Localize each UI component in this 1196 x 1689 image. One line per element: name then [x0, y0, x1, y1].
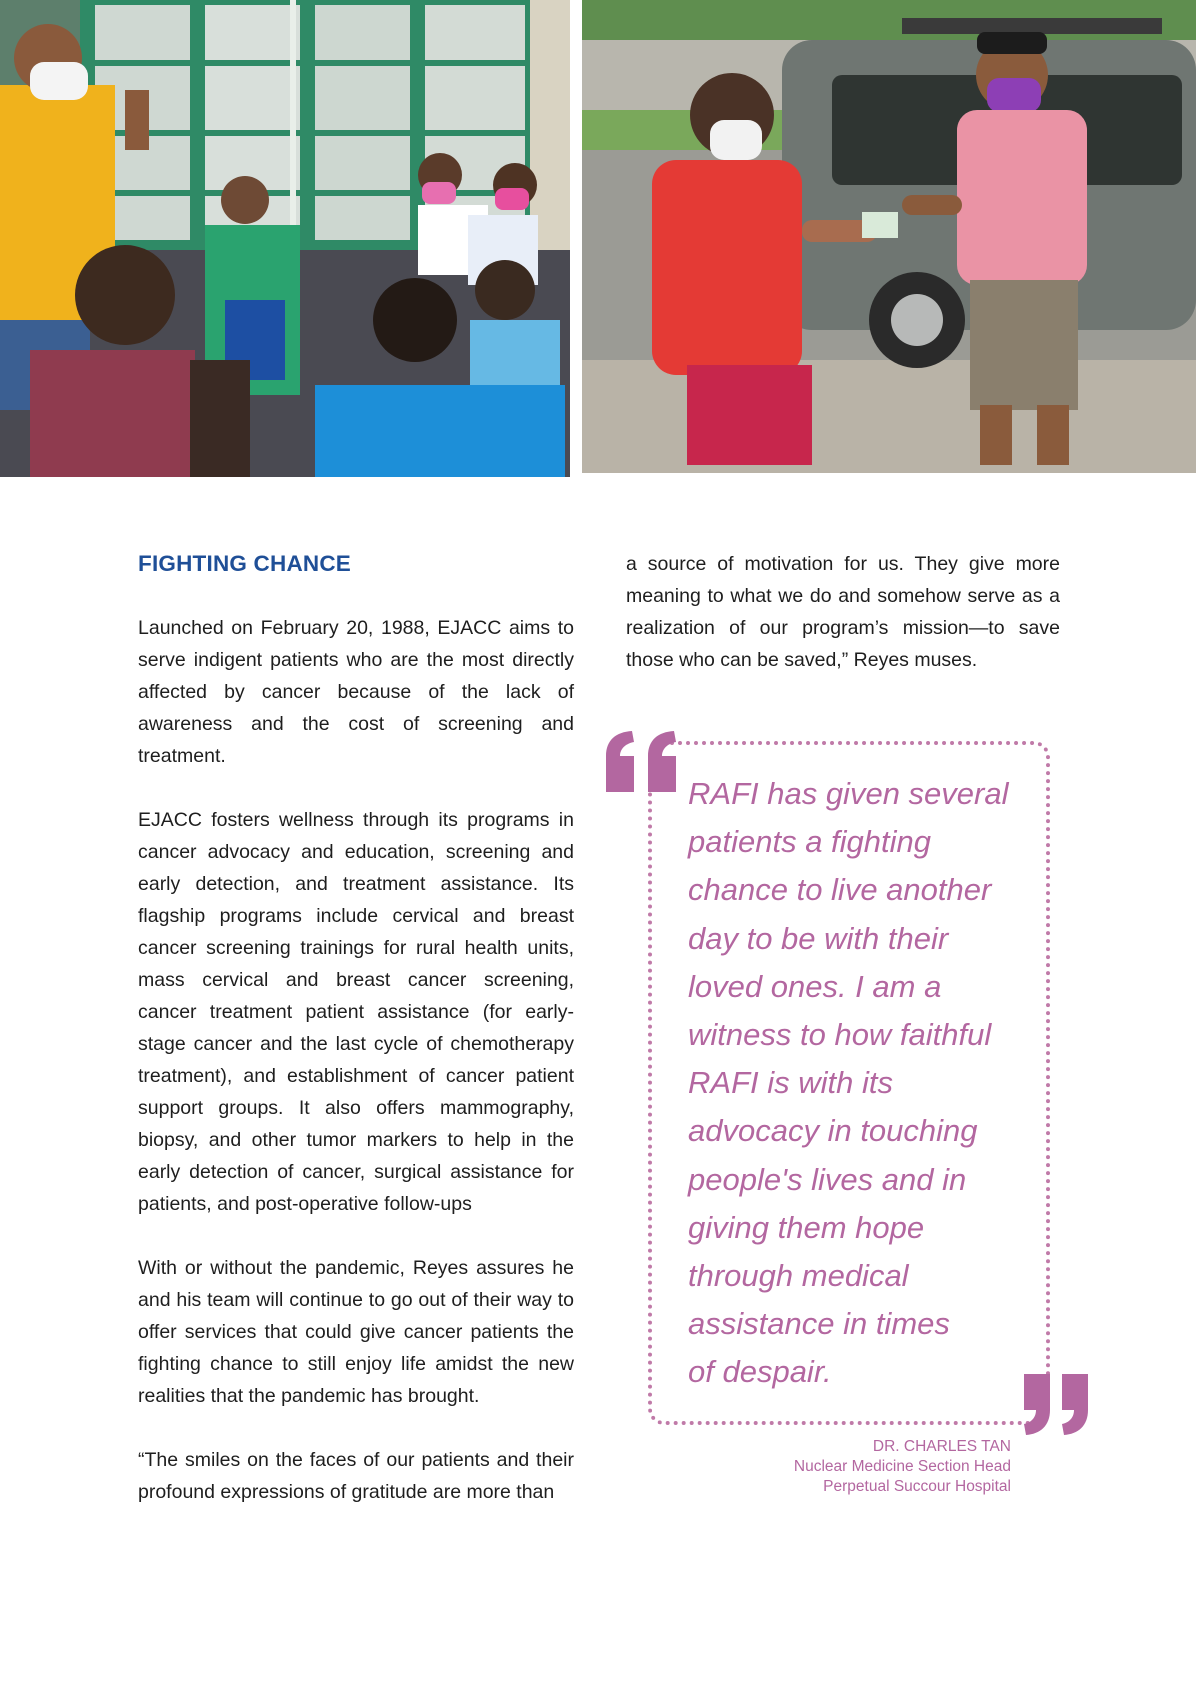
article-left-column: [138, 548, 574, 1508]
quote-line: of despair.: [688, 1354, 832, 1390]
quote-line: assistance in times: [688, 1306, 950, 1342]
paragraph-quote-end: a source of motivation for us. They give more meaning to what we do and somehow serve as a realization of our program’s mission—to save those who can be saved,” Reyes muses.: [626, 553, 1060, 671]
paragraph-programs: EJACC fosters wellness through its programs in cancer advocacy and education, screening and early detection, and treatment assistance. Its flagship programs include cervical and breast cancer screening trainings for rural health units, mass cervical and breast cancer screening, cancer treatment patient assistance (for early-stage cancer and the last cycle of chemotherapy treatment), and establishment of cancer patient support groups. It also offers mammography, biopsy, and other tumor markers to help in the early detection of cancer, surgical assistance for patients, and post-operative follow-ups: [138, 809, 574, 1215]
quote-line: RAFI has given several: [688, 776, 1009, 811]
quote-line: RAFI is with its: [688, 1065, 893, 1101]
quote-line: people's lives and in: [688, 1161, 967, 1197]
quote-attribution: [700, 1437, 1011, 1497]
pull-quote-text: [688, 770, 1040, 1397]
quote-line: chance to live another: [688, 872, 992, 908]
article-right-column: [626, 548, 1060, 676]
section-heading: FIGHTING CHANCE: [138, 551, 351, 576]
paragraph-quote-start: “The smiles on the faces of our patients and their profound expressions of gratitude are more than: [138, 1449, 574, 1503]
paragraph-launch: Launched on February 20, 1988, EJACC aims to serve indigent patients who are the most directly affected by cancer because of the lack of awareness and the cost of screening and treatment.: [138, 617, 574, 767]
quote-line: advocacy in touching: [688, 1113, 978, 1149]
quote-line: patients a fighting: [688, 824, 932, 860]
seminar-photo: [0, 0, 570, 477]
quote-line: loved ones. I am a: [688, 968, 942, 1004]
attribution-org: Perpetual Succour Hospital: [823, 1478, 1011, 1495]
attribution-title: Nuclear Medicine Section Head: [793, 1458, 1011, 1475]
quote-line: through medical: [688, 1258, 909, 1294]
quote-line: giving them hope: [688, 1209, 925, 1245]
handover-photo: [582, 0, 1196, 473]
quote-line: witness to how faithful: [688, 1017, 992, 1053]
close-quote-icon: [1022, 1374, 1092, 1436]
paragraph-pandemic: With or without the pandemic, Reyes assures he and his team will continue to go out of their way to offer services that could give cancer patients the fighting chance to still enjoy life amidst the new realities that the pandemic has brought.: [138, 1257, 574, 1407]
quote-line: day to be with their: [688, 920, 949, 956]
open-quote-icon: [604, 730, 680, 792]
attribution-name: DR. CHARLES TAN: [872, 1438, 1011, 1455]
